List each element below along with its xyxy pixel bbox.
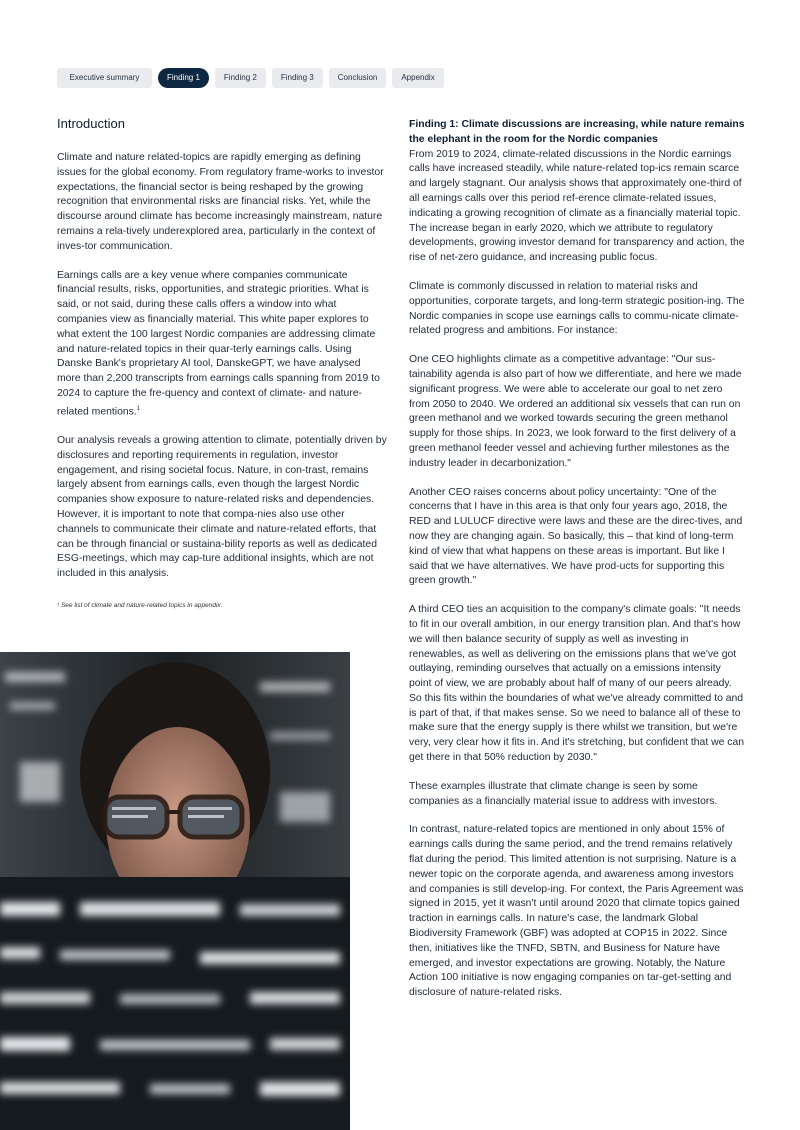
introduction-column [57, 116, 387, 609]
finding-paragraph-7: In contrast, nature-related topics are mentioned in only about 15% of earnings calls during the same period, and the trend remains relatively flat during the period. This limited attention is not surprising. Nature is a newer topic on the corporate agenda, and awareness among investors and companies is still develop-ing. For context, the Paris Agreement was signed in 2015, yet it wasn't until around 2020 that climate topics gained traction in earnings calls. In nature's case, the landmark Global Biodiversity Framework (GBF) was adopted at COP15 in 2022. Since then, initiatives like the TNFD, SBTN, and Business for Nature have emerged, and investor expectations are growing. Notably, the Nature Action 100 initiative is now engaging companies on tar-get-setting and disclosure of nature-related risks. [409, 824, 744, 999]
tab-finding-2[interactable]: Finding 2 [215, 68, 266, 88]
finding-paragraph-3: One CEO highlights climate as a competitive advantage: "Our sus-tainability agenda is also part of how we differentiate, and here we made significant progress. We were able to accelerate our goal to net zero from 2050 to 2040. We ordered an additional six vessels that can run on green methanol and we worked towards securing the green methanol supply for those ships. In 2023, we look forward to the first delivery of a green methanol feeder vessel and achieving further milestones as the industry leader in decarbonization." [409, 354, 742, 469]
finding-1-title: Finding 1: Climate discussions are increasing, while nature remains the elephant in the room for the Nordic companies [409, 119, 745, 145]
finding-paragraph-6: These examples illustrate that climate change is seen by some companies as a financially material issue to address with investors. [409, 780, 718, 807]
footnote-ref: 1 [136, 405, 141, 412]
tab-conclusion[interactable]: Conclusion [329, 68, 387, 88]
footnote: ¹ See list of climate and nature-related topics in appendix. [57, 601, 223, 609]
intro-paragraph-3: Our analysis reveals a growing attention to climate, potentially driven by disclosures and reporting requirements in regulation, investor engagement, and rising societal focus. Nature, in con-trast, remains largely absent from earnings calls, even though the largest Nordic companies show exposure to nature-related risks and dependencies. However, it is important to note that compa-nies also use other channels to communicate their climate and nature-related efforts, that can be through financial or sustaina-bility reports as well as dedicated ESG-meetings, which may cap-ture additional insights, which are not included in this analysis. [57, 435, 387, 580]
introduction-heading: Introduction [57, 116, 125, 131]
tab-finding-1[interactable]: Finding 1 [158, 68, 209, 88]
section-tabs [57, 68, 444, 88]
woman-with-glasses-photo [0, 652, 350, 1130]
finding-paragraph-5: A third CEO ties an acquisition to the company's climate goals: "It needs to fit in our overall ambition, in our energy transition plan. And that's how we will then balance security of supply as well as investing in renewables, as well as delivering on the emissions plans that we've got outlaying, reminding ourselves that actually on a emissions intensity point of view, we are probably about half of many of our peers already. So this fits within the boundaries of what we've already committed to and is part of that, if that makes sense. So we need to balance all of these to make sure that the energy supply is there whilst we transition, but we're very, very clear how it fits in. And it's stretching, but confident that we can get there in that 50% reduction by 2030." [409, 604, 745, 764]
intro-paragraph-2 [57, 269, 387, 420]
finding-paragraph-1: From 2019 to 2024, climate-related discussions in the Nordic earnings calls have increased steadily, while nature-related top-ics remain scarce and largely stagnant. Our analysis shows that approximately one-third of all earnings calls over this period ref-erence climate-related issues, indicating a growing recognition of climate as a financially material topic. The increase began in early 2020, which we attribute to regulatory developments, growing investor demand for transparency and action, the rise of net-zero guidance, and increasing public focus. [409, 148, 745, 264]
finding-paragraph-4: Another CEO raises concerns about policy uncertainty: "One of the concerns that I have in this area is that only four years ago, 2018, the RED and LULUCF directive were laws and these are the direc-tives, and now they are changing again. So basically, this – that kind of long-term kind of view that what happens on these areas is important. But like I said that we have alternatives. We have prod-ucts for supporting this green growth." [409, 486, 743, 587]
intro-paragraph-2-text: Earnings calls are a key venue where companies communicate financial results, risks, opportunities, and strategic priorities. What is said, or not said, during these calls offers a window into what companies view as financially material. This white paper explores to what extent the 100 largest Nordic companies are addressing climate and nature-related topics in their quar-terly earnings calls. Using Danske Bank's proprietary AI tool, DanskeGPT, we have analysed more than 2,200 transcripts from earnings calls spanning from 2019 to 2024 to capture the fre-quency and context of climate- and nature-related mentions. [57, 269, 380, 418]
tab-appendix[interactable]: Appendix [392, 68, 443, 88]
finding-paragraph-2: Climate is commonly discussed in relation to material risks and opportunities, corporate targets, and long-term strategic position-ing. The Nordic companies in scope use earnings calls to commu-nicate climate-related progress and ambitions. For instance: [409, 280, 745, 337]
finding-1-column [409, 118, 745, 1015]
photo-illustration [0, 652, 350, 1130]
intro-paragraph-1: Climate and nature related-topics are rapidly emerging as defining issues for the global economy. From regulatory frame-works to investor expectations, the financial sector is being reshaped by the growing recognition that environmental risks are financial risks. Yet, while the discourse around climate has become increasingly mainstream, nature remains a rela-tively underexplored area, particularly in the context of inves-tor communication. [57, 152, 384, 252]
tab-executive-summary[interactable]: Executive summary [57, 68, 152, 88]
tab-finding-3[interactable]: Finding 3 [272, 68, 323, 88]
